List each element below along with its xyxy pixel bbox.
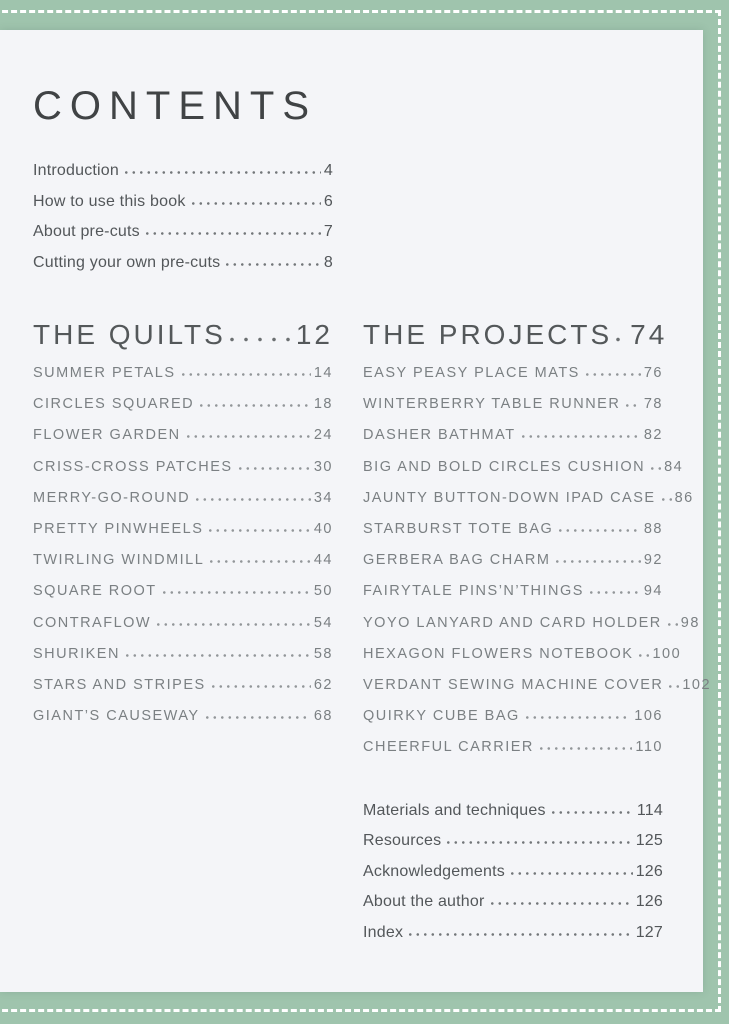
toc-entry-label: EASY PEASY PLACE MATS — [363, 365, 580, 381]
toc-entry-page-number: 126 — [635, 862, 663, 880]
toc-entry-label: PRETTY PINWHEELS — [33, 521, 204, 538]
dot-leader — [187, 435, 311, 438]
dot-leader — [239, 467, 311, 470]
dot-leader — [586, 373, 641, 376]
toc-entry — [363, 639, 682, 670]
toc-entry-page-number: 98 — [680, 614, 700, 631]
dot-leader — [669, 685, 679, 688]
dot-leader — [511, 872, 633, 875]
toc-entry-label: SHURIKEN — [33, 645, 120, 662]
toc-entry-page-number: 102 — [682, 677, 712, 694]
toc-entry-label: GIANT’S CAUSEWAY — [33, 708, 200, 725]
section-heading-projects — [363, 318, 668, 351]
back-matter-toc-list — [363, 796, 663, 949]
toc-entry-page-number: 62 — [313, 677, 333, 694]
toc-entry-page-number: 78 — [643, 396, 663, 413]
toc-entry-label: Resources — [363, 832, 442, 850]
toc-entry-page-number: 30 — [313, 458, 333, 475]
dot-leader — [590, 591, 641, 594]
dot-leader — [192, 202, 321, 205]
toc-entry-page-number: 110 — [635, 739, 663, 756]
dot-leader — [230, 337, 292, 342]
toc-entry — [363, 918, 663, 949]
toc-entry-label: MERRY-GO-ROUND — [33, 489, 191, 506]
toc-entry — [33, 358, 333, 389]
contents-content — [0, 84, 712, 948]
toc-entry — [363, 452, 684, 483]
toc-entry — [363, 826, 663, 857]
toc-entry-label: CIRCLES SQUARED — [33, 396, 195, 413]
toc-entry — [33, 670, 333, 701]
dot-leader — [552, 811, 634, 814]
dot-leader — [146, 232, 321, 235]
toc-entry-page-number: 94 — [643, 583, 663, 600]
projects-column — [363, 318, 712, 948]
toc-entry-page-number: 44 — [313, 552, 333, 569]
toc-entry — [363, 732, 663, 763]
toc-entry-page-number: 100 — [652, 645, 682, 662]
toc-entry — [363, 576, 663, 607]
dot-leader — [200, 404, 311, 407]
toc-entry-label: Introduction — [33, 162, 120, 179]
dot-leader — [126, 654, 311, 657]
intro-toc-list — [33, 156, 333, 279]
section-heading-quilts — [33, 319, 333, 351]
toc-entry-page-number: 76 — [643, 365, 663, 381]
section-page-number: 12 — [295, 318, 333, 350]
dot-leader — [209, 529, 310, 532]
dot-leader — [212, 685, 311, 688]
dot-leader — [526, 716, 632, 719]
dot-leader — [662, 498, 672, 501]
dot-leader — [182, 373, 311, 376]
toc-entry — [363, 887, 663, 918]
toc-entry-page-number: 125 — [635, 832, 663, 850]
toc-entry-label: SQUARE ROOT — [33, 583, 157, 600]
toc-entry-page-number: 86 — [674, 489, 694, 506]
toc-entry-label: STARBURST TOTE BAG — [363, 521, 554, 538]
toc-entry-label: DASHER BATHMAT — [363, 427, 516, 444]
contents-paper — [0, 30, 712, 992]
section-heading-label: THE QUILTS — [33, 318, 226, 350]
toc-entry-label: BIG AND BOLD CIRCLES CUSHION — [363, 458, 646, 475]
toc-entry-page-number: 126 — [635, 893, 663, 911]
toc-entry-label: SUMMER PETALS — [33, 365, 176, 381]
toc-entry — [363, 796, 663, 827]
dot-leader — [447, 841, 632, 844]
quilts-column — [33, 319, 333, 733]
toc-entry-page-number: 68 — [313, 708, 333, 725]
toc-entry-page-number: 82 — [643, 427, 663, 444]
dot-leader — [226, 263, 321, 266]
dot-leader — [522, 435, 641, 438]
toc-entry-label: VERDANT SEWING MACHINE COVER — [363, 677, 664, 694]
toc-entry-page-number: 92 — [643, 552, 663, 569]
toc-entry-label: About the author — [363, 893, 485, 911]
toc-entry-label: CONTRAFLOW — [33, 614, 152, 631]
toc-entry — [33, 514, 333, 545]
page-title: CONTENTS — [33, 84, 317, 128]
toc-entry-page-number: 40 — [313, 521, 333, 538]
toc-entry-label: Materials and techniques — [363, 801, 546, 819]
toc-entry-label: STARS AND STRIPES — [33, 677, 206, 694]
dot-leader — [125, 171, 321, 174]
toc-entry — [363, 608, 700, 639]
toc-entry-page-number: 127 — [635, 923, 663, 941]
toc-entry — [33, 217, 333, 248]
toc-entry-page-number: 106 — [634, 708, 663, 725]
dot-leader — [556, 560, 640, 563]
section-page-number: 74 — [630, 318, 668, 350]
toc-entry — [33, 545, 333, 576]
toc-entry-label: YOYO LANYARD AND CARD HOLDER — [363, 614, 662, 631]
toc-entry — [33, 420, 333, 451]
toc-entry-label: FLOWER GARDEN — [33, 427, 181, 444]
toc-entry-label: About pre-cuts — [33, 223, 140, 241]
toc-entry-label: FAIRYTALE PINS’N’THINGS — [363, 583, 584, 600]
dot-leader — [196, 498, 311, 501]
dot-leader — [210, 560, 311, 563]
dot-leader — [163, 591, 311, 594]
toc-entry-page-number: 4 — [323, 162, 333, 179]
toc-entry-label: JAUNTY BUTTON-DOWN IPAD CASE — [363, 489, 656, 506]
toc-entry — [363, 358, 663, 389]
dot-leader — [626, 404, 641, 407]
toc-entry-label: How to use this book — [33, 192, 186, 210]
toc-entry-label: Index — [363, 923, 404, 941]
projects-toc-list — [363, 358, 712, 764]
toc-entry — [33, 452, 333, 483]
dot-leader — [206, 716, 311, 719]
toc-entry-page-number: 24 — [313, 427, 333, 444]
toc-entry-page-number: 14 — [313, 365, 333, 381]
toc-entry-page-number: 18 — [313, 396, 333, 413]
toc-entry — [33, 639, 333, 670]
toc-entry-page-number: 34 — [313, 489, 333, 506]
dot-leader — [409, 933, 633, 936]
toc-entry — [33, 608, 333, 639]
toc-entry-label: GERBERA BAG CHARM — [363, 552, 551, 569]
toc-entry-page-number: 54 — [313, 614, 333, 631]
toc-entry — [363, 483, 694, 514]
toc-entry-label: QUIRKY CUBE BAG — [363, 708, 520, 725]
toc-entry — [33, 156, 333, 187]
toc-entry — [33, 701, 333, 732]
toc-entry-page-number: 50 — [313, 583, 333, 600]
toc-entry — [363, 701, 663, 732]
quilts-toc-list — [33, 358, 333, 732]
toc-entry-label: WINTERBERRY TABLE RUNNER — [363, 396, 621, 413]
toc-entry-label: CRISS-CROSS PATCHES — [33, 458, 233, 475]
toc-entry — [363, 420, 663, 451]
toc-entry-page-number: 58 — [313, 645, 333, 662]
toc-entry — [363, 857, 663, 888]
toc-entry — [33, 187, 333, 218]
dot-leader — [651, 467, 661, 470]
toc-columns — [33, 318, 712, 948]
toc-entry-page-number: 8 — [323, 254, 333, 272]
toc-entry-page-number: 6 — [323, 192, 333, 210]
dot-leader — [157, 623, 311, 626]
toc-entry-label: TWIRLING WINDMILL — [33, 552, 205, 569]
toc-entry — [363, 389, 663, 420]
toc-entry-label: Cutting your own pre-cuts — [33, 254, 221, 272]
toc-entry-label: HEXAGON FLOWERS NOTEBOOK — [363, 645, 634, 662]
toc-entry — [363, 514, 663, 545]
toc-entry — [33, 248, 333, 279]
toc-entry — [33, 483, 333, 514]
toc-entry — [33, 389, 333, 420]
toc-entry — [363, 545, 663, 576]
dot-leader — [616, 337, 626, 342]
toc-entry-page-number: 88 — [643, 521, 663, 538]
toc-entry-page-number: 7 — [323, 223, 333, 241]
section-heading-label: THE PROJECTS — [363, 318, 613, 350]
dot-leader — [668, 623, 678, 626]
toc-entry-page-number: 84 — [664, 458, 684, 475]
dot-leader — [491, 902, 633, 905]
toc-entry-page-number: 114 — [636, 801, 663, 819]
toc-entry — [363, 670, 712, 701]
toc-entry — [33, 576, 333, 607]
toc-entry-label: CHEERFUL CARRIER — [363, 739, 534, 756]
dot-leader — [559, 529, 641, 532]
dot-leader — [639, 654, 649, 657]
dot-leader — [540, 747, 632, 750]
toc-entry-label: Acknowledgements — [363, 862, 505, 880]
